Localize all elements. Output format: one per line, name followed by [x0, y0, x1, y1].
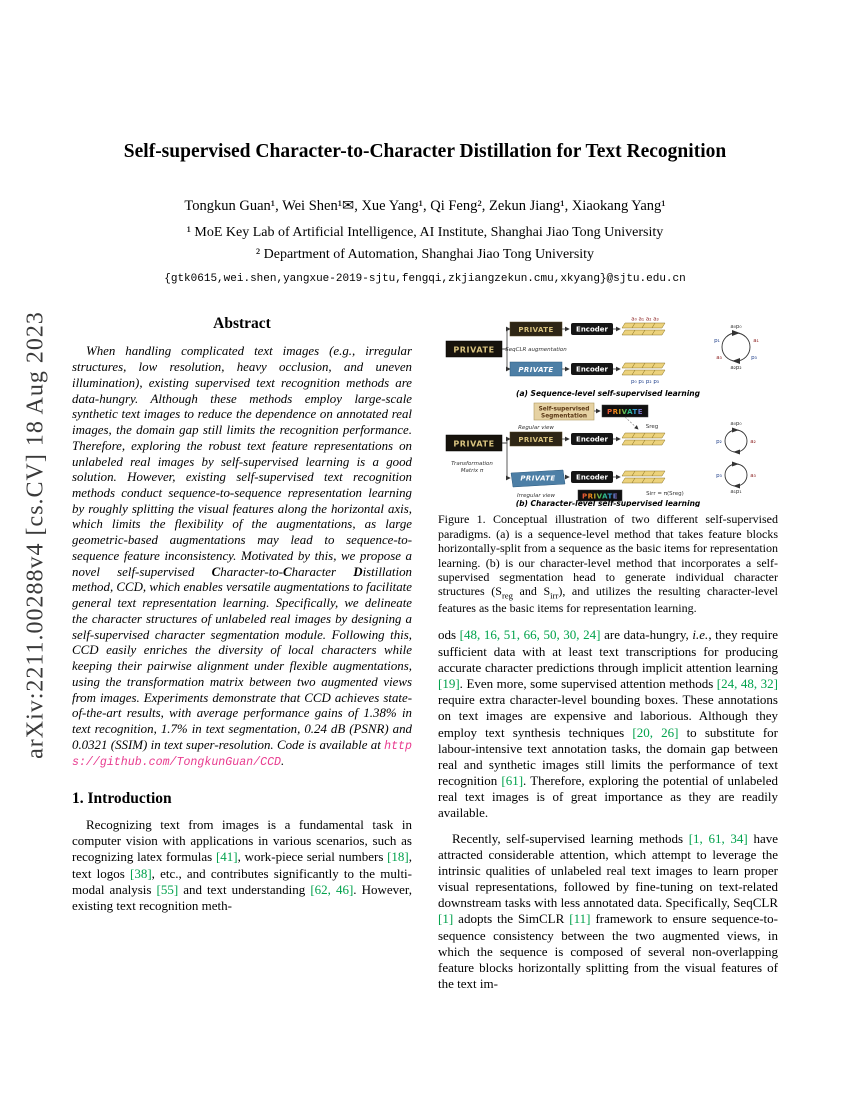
contrastive-circle-a [722, 333, 750, 361]
text-segment: framework to ensure sequence-to-sequence consistency between the two augmented views, in which the sequence is composed of several non-overlapping feature blocks horizontally splitting from the visual features of the text im- [438, 911, 778, 992]
authors-line: Tongkun Guan¹, Wei Shen¹✉, Xue Yang¹, Qi Feng², Zekun Jiang¹, Xiaokang Yang¹ [184, 198, 666, 215]
text-segment: , text logos [72, 849, 412, 881]
text-segment: istillation method, CCD, which enables versatile augmentations to facilitate general text representation learning. Specifically, we delineate the character structures of unlabeled real images by designing a self-supervised character segmentation module. Following this, CCD easily enriches the diversity of local characters while keeping their pairwise alignment under flexible augmentations, using the transformation matrix between two augmented views from images. Experiments demonstrate that CCD achieves state-of-the-art results, with average performance gains of 1.38% in text recognition, 1.7% in text segmentation, 0.24 dB (PSNR) and 0.0321 (SSIM) in text super-resolution. Code is available at [72, 564, 412, 752]
bold-text: D [353, 564, 363, 579]
text-segment: , they require sufficient data with at least text transcriptions for producing accurate character predictions through implicit attention learning [438, 627, 778, 675]
text-segment: haracter [291, 564, 354, 579]
circle-b1-label-0: a₀p₀ [730, 421, 742, 428]
regular-view-image-label: PRIVATE [518, 436, 554, 445]
email-line: {gtk0615,wei.shen,yangxue-2019-sjtu,fengqi,zkjiangzekun.cmu,xkyang}@sjtu.edu.cn [164, 273, 686, 286]
transformation-matrix-label-2: Matrix π [460, 468, 484, 475]
text-segment: haracter-to- [220, 564, 284, 579]
circle-b1-label-1: p₂ [716, 439, 722, 446]
paper-title: Self-supervised Character-to-Character Distillation for Text Recognition [123, 141, 727, 162]
seqclr-augmentation-label: SeqCLR augmentation [505, 347, 567, 354]
transformation-matrix-label-1: Transformation [451, 461, 493, 468]
abstract-heading: Abstract [213, 315, 271, 333]
arxiv-banner: arXiv:2211.00288v4 [cs.CV] 18 Aug 2023 [22, 311, 49, 759]
citation-link[interactable]: [62, 46] [310, 881, 354, 897]
feature-tokens-top-a: a₀ a₁ a₂ a₃ [631, 316, 659, 323]
citation-link[interactable]: [61] [501, 773, 524, 789]
circle-b2-label-1: p₃ [716, 473, 722, 480]
affiliation-2: ² Department of Automation, Shanghai Jiao Tong University [255, 247, 595, 263]
text-segment: ods [438, 627, 460, 643]
figure-part-a [446, 317, 759, 399]
circle-a-label-3: a₂p₂ [730, 365, 742, 372]
feature-blocks-top-a [622, 323, 665, 335]
segmentation-map-top-label: PRIVATE [607, 408, 643, 417]
irregular-view-label: Irregular view [516, 493, 556, 500]
citation-link[interactable]: [38] [130, 865, 152, 881]
citation-link[interactable]: [20, 26] [632, 724, 679, 740]
feature-blocks-top-b [622, 433, 665, 445]
figure-part-b-caption: (b) Character-level self-supervised learning [515, 499, 701, 508]
circle-a-label-0: a₀p₀ [730, 324, 742, 331]
left-column [72, 315, 412, 992]
feature-tokens-bottom-a: p₀ p₁ p₂ p₃ [630, 379, 660, 386]
subscript-text: reg [501, 590, 513, 601]
s-reg-label: Sreg [645, 424, 659, 431]
encoder-top-a-label: Encoder [576, 325, 608, 334]
text-segment: require extra character-level bounding boxes. These annotations on text images are expensive and laborious. Although they employ text synthesis techniques [438, 692, 778, 740]
circle-a-label-4: a₃ [716, 355, 722, 362]
regular-view-label: Regular view [518, 425, 554, 432]
citation-link[interactable]: [11] [569, 911, 591, 927]
paper-content [72, 0, 778, 992]
feature-blocks-bottom-b [622, 471, 665, 483]
text-segment: When handling complicated text images (e.g., irregular structures, low resolution, heavy occlusion, and uneven illumination), existing supervised text recognition methods are data-hungry. Although these methods employ large-scale synthetic text images to reduce the dependence on annotated real images, the domain gap still limits the recognition performance. Therefore, exploring the robust text feature representations on unlabeled real images by self-supervised learning is a good solution. However, existing self-supervised text recognition methods conduct sequence-to-sequence representation learning by roughly splitting the visual features along the horizontal axis, which limits the flexibility of the augmentations, as large geometric-based augmentations may lead to sequence-to-sequence feature inconsistency. Motivated by this, we propose a novel self-supervised [72, 344, 412, 579]
url-link[interactable]: https://github.com/TongkunGuan/CCD [72, 739, 412, 769]
figure-part-b [446, 403, 756, 507]
affiliation-1: ¹ MoE Key Lab of Artificial Intelligence, AI Institute, Shanghai Jiao Tong University [186, 225, 664, 241]
feature-blocks-bottom-a [622, 363, 665, 375]
citation-link[interactable]: [19] [438, 675, 460, 691]
segmentation-head-label-2: Segmentation [541, 413, 587, 420]
figure1-caption [438, 512, 778, 615]
citation-link[interactable]: [41] [215, 849, 238, 865]
text-segment: to substitute for labour-intensive text annotation tasks, the domain gap between real and synthetic images still limits the performance of text recognition [438, 724, 778, 789]
circle-b2-label-0: a₁p₁ [730, 489, 742, 496]
text-segment: and S [512, 584, 551, 599]
s-irr-equation-label: Sirr = π(Sreg) [646, 491, 684, 498]
bold-text: C [283, 564, 292, 579]
right-paragraph-2 [438, 831, 778, 993]
two-column-body [72, 315, 778, 992]
section-heading-introduction: 1. Introduction [72, 790, 172, 808]
encoder-bottom-b-label: Encoder [576, 473, 608, 482]
encoder-bottom-a-label: Encoder [576, 365, 608, 374]
intro-paragraph-1 [72, 817, 412, 914]
bold-text: C [211, 564, 221, 579]
irregular-view-image-label: PRIVATE [520, 474, 556, 483]
citation-link[interactable]: [24, 48, 32] [716, 675, 778, 691]
citation-link[interactable]: [48, 16, 51, 66, 50, 30, 24] [459, 627, 601, 643]
text-segment: . Therefore, exploring the potential of unlabeled real text images is of great importance as they are readily available. [438, 773, 778, 821]
circle-a-label-2: a₁ [753, 338, 759, 345]
circle-b2-label-2: a₃ [750, 473, 756, 480]
citation-link[interactable]: [55] [156, 881, 179, 897]
augmented-view-top-a-label: PRIVATE [518, 326, 554, 335]
source-image-a-label: PRIVATE [453, 345, 495, 355]
right-paragraph-1 [438, 627, 778, 821]
text-segment: , etc., and contributes significantly to the multi-modal analysis [72, 865, 412, 897]
text-segment: Recently, self-supervised learning methods [452, 830, 689, 846]
segmentation-head-label-1: Self-supervised [538, 406, 590, 413]
encoder-top-b-label: Encoder [576, 435, 608, 444]
text-segment: are data-hungry, [600, 627, 693, 643]
segmentation-map-bottom-label: PRIVATE [582, 492, 618, 501]
figure1-diagram [438, 315, 778, 507]
text-segment: ), and utilizes the resulting character-level features as the basic items for representation learning. [438, 584, 779, 616]
text-segment: . [281, 753, 285, 768]
abstract-text [72, 344, 412, 770]
circle-a-label-5: p₃ [751, 355, 757, 362]
citation-link[interactable]: [18] [387, 849, 409, 865]
augmented-view-bottom-a-label: PRIVATE [518, 366, 554, 375]
circle-b1-label-2: a₂ [750, 439, 756, 446]
italic-text: i.e. [692, 627, 709, 643]
contrastive-circle-b1 [725, 430, 747, 452]
text-segment: Figure 1. Conceptual illustration of two different self-supervised paradigms. (a) is a sequence-level method that takes feature blocks horizontally-split from a sequence as the basic items for representation learning. (b) is our character-level method that incorporates a self-supervised segmentation head to generate individual character structures (S [438, 512, 778, 599]
circle-a-label-1: p₁ [714, 338, 720, 345]
subscript-text: irr [550, 590, 559, 601]
source-image-b-label: PRIVATE [453, 439, 495, 449]
text-segment: and text understanding [178, 881, 311, 897]
text-segment: , work-piece serial numbers [237, 849, 388, 865]
figure-part-a-caption: (a) Sequence-level self-supervised learning [516, 389, 700, 399]
text-segment: . Even more, some supervised attention methods [459, 675, 717, 691]
text-segment: have attracted considerable attention, which attempt to leverage the intrinsic qualities of unlabeled real text images to learn proper visual representations, followed by fine-tuning on text-related downstream tasks with less annotated data. Specifically, SeqCLR [438, 830, 778, 911]
text-segment: Recognizing text from images is a fundamental task in computer vision with applications in various scenarios, such as recognizing latex formulas [72, 817, 412, 865]
citation-link[interactable]: [1] [438, 911, 454, 927]
text-segment: . However, existing text recognition meth- [72, 881, 412, 913]
citation-link[interactable]: [1, 61, 34] [688, 830, 748, 846]
figure1 [438, 315, 778, 507]
right-column [438, 315, 778, 992]
contrastive-circle-b2 [725, 464, 747, 486]
text-segment: adopts the SimCLR [453, 911, 570, 927]
